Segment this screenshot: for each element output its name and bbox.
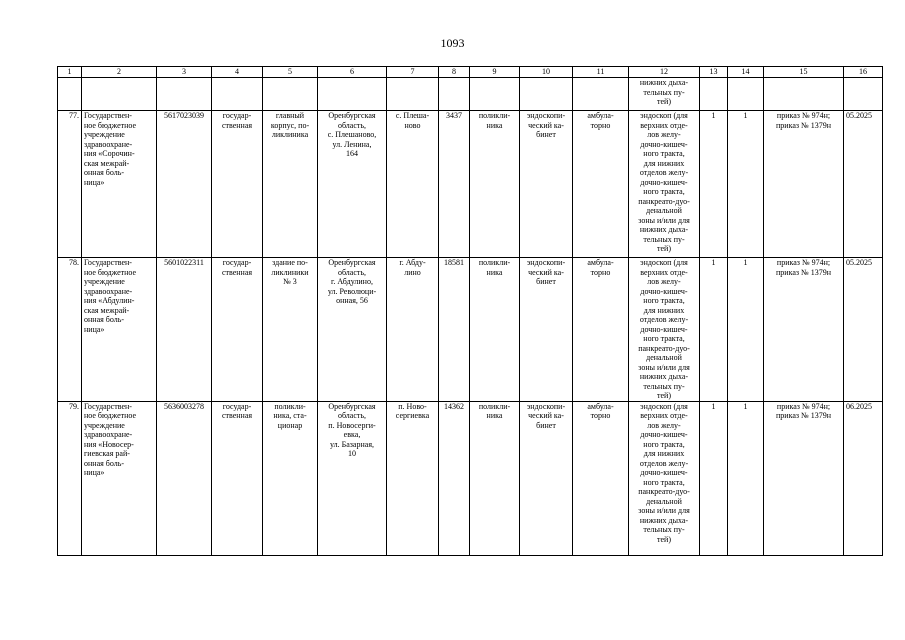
cell-line: онная, 56	[336, 296, 368, 305]
cell-line: ственная	[221, 120, 253, 130]
cell-line: ул. Базарная,	[329, 439, 374, 449]
cell-line: здравоохране-	[84, 430, 133, 439]
cell-line: онная боль-	[84, 168, 125, 177]
cell-line: зоны и/или для	[638, 506, 690, 515]
cell-line: торно	[590, 120, 611, 130]
cell-line: ул. Ленина,	[332, 139, 372, 149]
cell-line: амбула-	[587, 401, 614, 411]
unit-cell	[470, 401, 520, 555]
address-cell	[318, 111, 387, 258]
cell-line: область,	[337, 411, 367, 420]
cell-line: эндоскоп (для	[640, 258, 688, 267]
cell-line: ное бюджетное	[84, 267, 137, 277]
cell-line: ного тракта,	[643, 187, 685, 196]
building-cell	[263, 258, 318, 402]
cell-line: с. Плешаново,	[327, 130, 377, 139]
row-number-cell: 78.	[58, 258, 82, 402]
cell-line: нижних дыха-	[639, 225, 689, 234]
cell-line: амбула-	[587, 111, 614, 120]
cell-line: тельных пу-	[643, 234, 685, 244]
cell-line: зоны и/или для	[638, 362, 690, 372]
address-cell	[318, 258, 387, 402]
quantity-cell: 1	[728, 111, 764, 258]
cell-line: эндоскопи-	[526, 258, 566, 267]
cell-line: эндоскоп (для	[640, 401, 688, 411]
column-number-cell: 11	[573, 67, 629, 78]
quantity-cell: 1	[700, 111, 728, 258]
unit-cell	[470, 258, 520, 402]
cell-line: тельных пу-	[643, 87, 685, 97]
inn-cell: 5617023039	[157, 111, 212, 258]
cell-line: здание по-	[272, 258, 308, 267]
cell-line: отделов желу-	[639, 315, 689, 324]
cell-line: дочно-кишеч-	[640, 139, 688, 149]
population-cell: 14362	[439, 401, 470, 555]
date-cell: 05.2025	[844, 111, 883, 258]
cell-line: здравоохране-	[84, 286, 133, 296]
row-number-cell: 77.	[58, 111, 82, 258]
registry-table	[57, 66, 883, 556]
cell-line: 164	[346, 149, 358, 158]
organization-cell	[82, 401, 157, 555]
cell-line: дочно-кишеч-	[640, 468, 688, 477]
cell-line: область,	[337, 120, 367, 130]
cell-line: зоны и/или для	[638, 215, 690, 225]
care-form-cell	[573, 258, 629, 402]
cell-line: дочно-кишеч-	[640, 177, 688, 187]
locality-cell	[387, 401, 439, 555]
cell-line: ница»	[84, 468, 105, 477]
column-number-cell: 9	[470, 67, 520, 78]
cell-line: государ-	[222, 111, 252, 120]
cell-line: ного тракта,	[643, 334, 685, 343]
column-number-cell: 8	[439, 67, 470, 78]
cell-line: учреждение	[84, 420, 125, 430]
cell-line: дочно-кишеч-	[640, 324, 688, 334]
column-number-cell: 14	[728, 67, 764, 78]
cell-line: верхних отде-	[640, 267, 688, 277]
cell-line: ния «Сорочин-	[84, 149, 135, 158]
cell-line: корпус, по-	[270, 120, 310, 130]
cell-line: ния «Абдулин-	[84, 296, 135, 305]
date-cell: 06.2025	[844, 401, 883, 555]
cell-line: лов желу-	[647, 130, 681, 139]
cell-line: нижних дыха-	[639, 515, 689, 525]
column-number-cell: 5	[263, 67, 318, 78]
ownership-cell	[212, 401, 263, 555]
column-number-cell: 6	[318, 67, 387, 78]
cell-line: поликли-	[478, 258, 511, 267]
cell-line: главный	[275, 111, 305, 120]
ownership-cell	[212, 258, 263, 402]
column-number-cell: 13	[700, 67, 728, 78]
cell-line: торно	[590, 411, 611, 420]
cell-line: тей)	[657, 391, 671, 400]
cell-line: ное бюджетное	[84, 411, 137, 420]
cell-line: для нижних	[643, 158, 685, 168]
building-cell	[263, 401, 318, 555]
column-number-cell: 4	[212, 67, 263, 78]
cell-line: с. Плеша-	[395, 111, 430, 120]
cell-line: верхних отде-	[640, 120, 688, 130]
cell-line: панкреато-дуо-	[638, 343, 690, 353]
room-cell	[520, 258, 573, 402]
cell-line: ственная	[221, 411, 253, 420]
cell-line: Оренбургская	[328, 258, 376, 267]
cell-line: денальной	[646, 496, 682, 506]
cell-line: дочно-кишеч-	[640, 286, 688, 296]
cell-line: государ-	[222, 258, 252, 267]
cell-line: ния «Новосер-	[84, 439, 134, 449]
cell-line: учреждение	[84, 130, 125, 139]
cell-line: эндоскопи-	[526, 401, 566, 411]
equipment-cell	[629, 258, 700, 402]
cell-line: ного тракта,	[643, 296, 685, 305]
quantity-cell: 1	[728, 258, 764, 402]
date-cell: 05.2025	[844, 258, 883, 402]
column-number-cell: 3	[157, 67, 212, 78]
cell-line: ное бюджетное	[84, 120, 137, 130]
cell-line: для нижних	[643, 305, 685, 315]
table-row	[58, 258, 883, 402]
population-cell: 18581	[439, 258, 470, 402]
unit-cell	[470, 111, 520, 258]
cell-line: тей)	[657, 244, 671, 253]
cell-line: ника	[486, 267, 503, 277]
room-cell	[520, 401, 573, 555]
quantity-cell: 1	[700, 258, 728, 402]
cell-line: амбула-	[587, 258, 614, 267]
cell-line: верхних отде-	[640, 411, 688, 420]
cell-line: отделов желу-	[639, 168, 689, 177]
cell-line: Оренбургская	[328, 111, 376, 120]
row-number-cell: 79.	[58, 401, 82, 555]
cell-line: приказ № 974н;	[776, 401, 831, 411]
quantity-cell: 1	[700, 401, 728, 555]
cell-line: г. Абду-	[399, 258, 426, 267]
address-cell	[318, 401, 387, 555]
cell-line: эндоскопи-	[526, 111, 566, 120]
cell-line: гиевская рай-	[84, 449, 130, 458]
care-form-cell	[573, 401, 629, 555]
ownership-cell	[212, 111, 263, 258]
table-row	[58, 111, 883, 258]
table-row	[58, 401, 883, 555]
cell-line: Государствен-	[84, 111, 132, 120]
cell-line: область,	[337, 267, 367, 277]
cell-line: ская межрай-	[84, 158, 130, 168]
cell-line: ская межрай-	[84, 305, 130, 315]
cell-line: учреждение	[84, 277, 125, 286]
cell-line: ного тракта,	[643, 149, 685, 158]
cell-line: нижних дыха-	[639, 78, 689, 87]
cell-line: лино	[404, 267, 421, 277]
cell-line: ново	[404, 120, 421, 130]
cell-line: онная боль-	[84, 458, 125, 468]
cell-line: бинет	[536, 277, 556, 286]
cell-line: ница»	[84, 177, 105, 187]
room-cell	[520, 111, 573, 258]
column-number-cell: 10	[520, 67, 573, 78]
inn-cell: 5636003278	[157, 401, 212, 555]
cell-line: ческий ка-	[528, 411, 564, 420]
cell-line: ника, ста-	[273, 411, 307, 420]
cell-line: торно	[590, 267, 611, 277]
cell-line: ул. Революци-	[327, 286, 377, 296]
cell-line: приказ № 1379н	[776, 267, 831, 277]
cell-line: отделов желу-	[639, 458, 689, 468]
cell-line: тельных пу-	[643, 381, 685, 391]
cell-line: для нижних	[643, 449, 685, 458]
cell-line: ческий ка-	[528, 120, 564, 130]
cell-line: евка,	[343, 430, 361, 439]
organization-cell	[82, 111, 157, 258]
locality-cell	[387, 258, 439, 402]
equipment-cell	[629, 111, 700, 258]
cell-line: ликлиники	[271, 267, 309, 277]
cell-line: г. Абдулино,	[331, 277, 373, 286]
column-number-cell: 2	[82, 67, 157, 78]
building-cell	[263, 111, 318, 258]
cell-line: Государствен-	[84, 258, 132, 267]
cell-line: ственная	[221, 267, 253, 277]
cell-line: Оренбургская	[328, 401, 376, 411]
cell-line: ного тракта,	[643, 477, 685, 487]
order-cell	[764, 258, 844, 402]
cell-line: ционар	[277, 420, 303, 430]
locality-cell	[387, 111, 439, 258]
column-number-cell: 7	[387, 67, 439, 78]
cell-line: тей)	[657, 97, 671, 106]
cell-line: онная боль-	[84, 315, 125, 324]
continuation-equipment-cell	[629, 78, 700, 111]
page-number: 1093	[440, 36, 465, 50]
care-form-cell	[573, 111, 629, 258]
cell-line: здравоохране-	[84, 139, 133, 149]
cell-line: лов желу-	[647, 277, 681, 286]
cell-line: денальной	[646, 206, 682, 215]
order-cell	[764, 111, 844, 258]
cell-line: Государствен-	[84, 401, 132, 411]
cell-line: приказ № 974н;	[776, 258, 831, 267]
cell-line: № 3	[283, 277, 297, 286]
cell-line: п. Ново-	[398, 401, 427, 411]
cell-line: ликлиника	[271, 130, 309, 139]
cell-line: ника	[486, 120, 503, 130]
cell-line: панкреато-дуо-	[638, 487, 690, 496]
cell-line: поликли-	[478, 401, 511, 411]
cell-line: дочно-кишеч-	[640, 430, 688, 439]
continuation-row	[58, 78, 883, 111]
organization-cell	[82, 258, 157, 402]
column-number-cell: 12	[629, 67, 700, 78]
cell-line: 10	[348, 449, 356, 458]
cell-line: ница»	[84, 324, 105, 334]
cell-line: бинет	[536, 130, 556, 139]
cell-line: приказ № 974н;	[776, 111, 831, 120]
cell-line: бинет	[536, 420, 556, 430]
cell-line: поликли-	[478, 111, 511, 120]
cell-line: п. Новосерги-	[328, 420, 376, 430]
cell-line: тей)	[657, 534, 671, 544]
cell-line: ческий ка-	[528, 267, 564, 277]
cell-line: ника	[486, 411, 503, 420]
population-cell: 3437	[439, 111, 470, 258]
cell-line: приказ № 1379н	[776, 411, 831, 420]
cell-line: тельных пу-	[643, 525, 685, 534]
inn-cell: 5601022311	[157, 258, 212, 402]
cell-line: нижних дыха-	[639, 372, 689, 381]
cell-line: лов желу-	[647, 420, 681, 430]
cell-line: приказ № 1379н	[776, 120, 831, 130]
cell-line: сергиевка	[395, 411, 430, 420]
column-number-cell: 16	[844, 67, 883, 78]
cell-line: государ-	[222, 401, 252, 411]
equipment-cell	[629, 401, 700, 555]
column-number-row	[58, 67, 883, 78]
order-cell	[764, 401, 844, 555]
cell-line: денальной	[646, 353, 682, 362]
quantity-cell: 1	[728, 401, 764, 555]
cell-line: ного тракта,	[643, 439, 685, 449]
column-number-cell: 1	[58, 67, 82, 78]
cell-line: панкреато-дуо-	[638, 196, 690, 206]
column-number-cell: 15	[764, 67, 844, 78]
cell-line: поликли-	[274, 401, 306, 411]
cell-line: эндоскоп (для	[640, 111, 688, 120]
